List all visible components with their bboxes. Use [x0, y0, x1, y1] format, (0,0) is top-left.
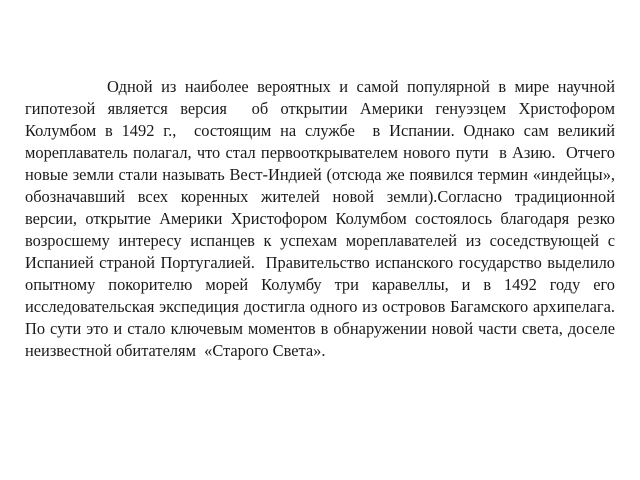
body-paragraph: Одной из наиболее вероятных и самой популярной в мире научной гипотезой является версия об открытии Америки генуэзцем Христофором Колумбом в 1492 г., состоящим на службе в Испании. Однако сам великий мореплаватель полагал, что стал первооткрывателем нового пути в Азию. Отчего новые земли стали называть Вест-Индией (отсюда же появился термин «индейцы», обозначавший всех коренных жителей новой земли).Согласно традиционной версии, открытие Америки Христофором Колумбом состоялось благодаря резко возросшему интересу испанцев к успехам мореплавателей из соседствующей с Испанией страной Португалией. Правительство испанского государство выделило опытному покорителю морей Колумбу три каравеллы, и в 1492 году его исследовательская экспедиция достигла одного из островов Багамского архипелага. По сути это и стало ключевым моментов в обнаружении новой части света, доселе неизвестной обитателям «Старого Света». — [25, 77, 620, 360]
